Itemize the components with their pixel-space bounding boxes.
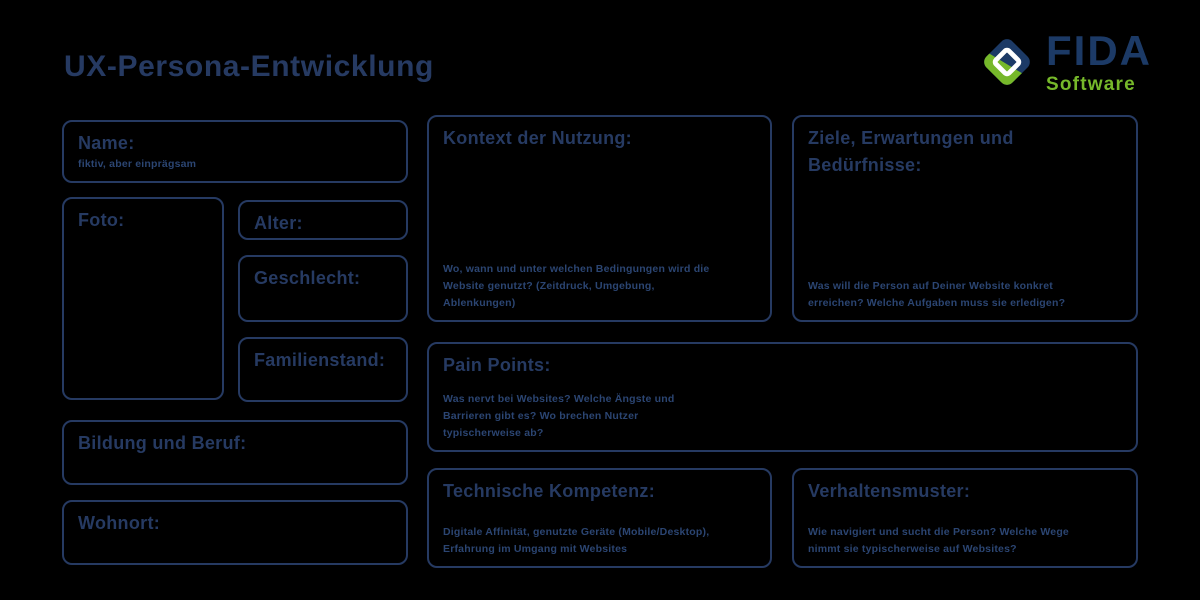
section-ziele-hint: Was will die Person auf Deiner Website konkret erreichen? Welche Aufgaben muss sie erledigen? <box>808 280 1066 309</box>
section-technische-kompetenz <box>427 468 772 568</box>
section-name-label: Name: <box>78 133 135 153</box>
section-pain-points <box>427 342 1138 452</box>
section-ziele-erwartungen-beduerfnisse <box>792 115 1138 322</box>
fida-diamond-check-icon <box>976 31 1038 93</box>
page-title: UX-Persona-Entwicklung <box>64 50 434 83</box>
section-foto <box>62 197 224 400</box>
section-technik-hint: Digitale Affinität, genutzte Geräte (Mobile/Desktop), Erfahrung im Umgang mit Websites <box>443 526 710 555</box>
section-familienstand-label: Familienstand: <box>254 350 386 370</box>
section-name-hint: fiktiv, aber einprägsam <box>78 158 197 170</box>
section-geschlecht <box>238 255 408 322</box>
section-kontext-label: Kontext der Nutzung: <box>443 128 632 148</box>
section-verhalten-hint: Wie navigiert und sucht die Person? Welche Wege nimmt sie typischerweise auf Websites? <box>808 526 1069 555</box>
section-kontext-der-nutzung <box>427 115 772 322</box>
logo-brand-subtitle: Software <box>1046 74 1136 95</box>
section-bildung-und-beruf <box>62 420 408 485</box>
section-pain-points-label: Pain Points: <box>443 355 551 375</box>
section-name <box>62 120 408 183</box>
section-bildung-und-beruf-label: Bildung und Beruf: <box>78 433 247 453</box>
section-wohnort <box>62 500 408 565</box>
section-foto-label: Foto: <box>78 210 125 230</box>
section-verhalten-label: Verhaltensmuster: <box>808 481 971 501</box>
section-familienstand <box>238 337 408 402</box>
section-verhaltensmuster <box>792 468 1138 568</box>
section-geschlecht-label: Geschlecht: <box>254 268 361 288</box>
section-ziele-label: Ziele, Erwartungen und Bedürfnisse: <box>808 128 1014 175</box>
section-kontext-hint: Wo, wann und unter welchen Bedingungen wird die Website genutzt? (Zeitdruck, Umgebung, Ablenkungen) <box>443 263 710 309</box>
section-wohnort-label: Wohnort: <box>78 513 161 533</box>
fida-logo <box>976 27 1152 95</box>
section-technik-label: Technische Kompetenz: <box>443 481 655 501</box>
section-pain-points-hint: Was nervt bei Websites? Welche Ängste und Barrieren gibt es? Wo brechen Nutzer typischerweise ab? <box>443 393 675 439</box>
section-alter <box>238 200 408 240</box>
logo-text <box>1046 27 1152 95</box>
logo-brand-name: FIDA <box>1046 27 1152 74</box>
section-alter-label: Alter: <box>254 213 303 233</box>
